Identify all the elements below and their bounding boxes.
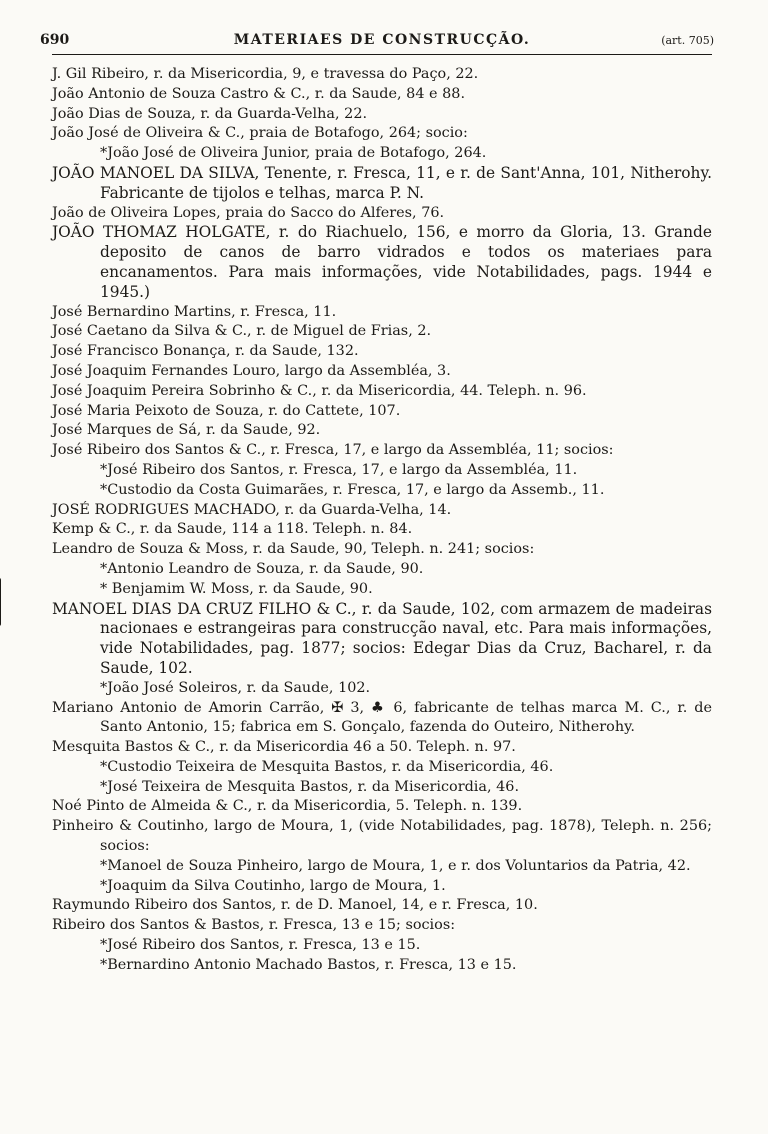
- page-header: [40, 28, 714, 55]
- directory-entries: [52, 65, 712, 976]
- list-item: *João José de Oliveira Junior, praia de Botafogo, 264.: [100, 145, 487, 162]
- list-item: José Marques de Sá, r. da Saude, 92.: [52, 422, 321, 439]
- list-item: Raymundo Ribeiro dos Santos, r. de D. Manoel, 14, e r. Fresca, 10.: [52, 897, 538, 914]
- list-item: José Bernardino Martins, r. Fresca, 11.: [52, 303, 337, 320]
- list-item: *José Teixeira de Mesquita Bastos, r. da Misericordia, 46.: [100, 778, 520, 795]
- list-item: *Custodio Teixeira de Mesquita Bastos, r. da Misericordia, 46.: [100, 758, 554, 775]
- list-item: José Joaquim Fernandes Louro, largo da Assembléa, 3.: [52, 362, 451, 379]
- list-item: *José Ribeiro dos Santos, r. Fresca, 13 e 15.: [100, 937, 421, 954]
- page-number: 690: [40, 32, 70, 48]
- list-item: MANOEL DIAS DA CRUZ FILHO & C., r. da Saude, 102, com armazem de madeiras nacionaes e estrangeiras para construcção naval, etc. Para mais informações, vide Notabilidades, pag. 1877; socios: Edegar Dias da Cruz, Bacharel, r. da Saude, 102.: [52, 599, 712, 677]
- list-item: José Joaquim Pereira Sobrinho & C., r. da Misericordia, 44. Teleph. n. 96.: [52, 382, 587, 399]
- list-item: João Antonio de Souza Castro & C., r. da Saude, 84 e 88.: [52, 85, 466, 102]
- list-item: *José Ribeiro dos Santos, r. Fresca, 17, e largo da Assembléa, 11.: [100, 461, 578, 478]
- list-item: Ribeiro dos Santos & Bastos, r. Fresca, 13 e 15; socios:: [52, 917, 456, 934]
- list-item: JOSÉ RODRIGUES MACHADO, r. da Guarda-Velha, 14.: [52, 501, 452, 518]
- list-item: * Benjamim W. Moss, r. da Saude, 90.: [100, 580, 373, 597]
- list-item: JOÃO THOMAZ HOLGATE, r. do Riachuelo, 156, e morro da Gloria, 13. Grande deposito de canos de barro vidrados e todos os materiaes para encanamentos. Para mais informações, vide Notabilidades, pags. 1944 e 1945.): [52, 223, 712, 301]
- list-item: José Ribeiro dos Santos & C., r. Fresca, 17, e largo da Assembléa, 11; socios:: [52, 442, 614, 459]
- list-item: *João José Soleiros, r. da Saude, 102.: [100, 679, 371, 696]
- list-item: *Custodio da Costa Guimarães, r. Fresca, 17, e largo da Assemb., 11.: [100, 481, 605, 498]
- list-item: Pinheiro & Coutinho, largo de Moura, 1, (vide Notabilidades, pag. 1878), Teleph. n. 256; socios:: [52, 818, 712, 855]
- list-item: Mariano Antonio de Amorin Carrão, ✠ 3, ♣ 6, fabricante de telhas marca M. C., r. de Santo Antonio, 15; fabrica em S. Gonçalo, fazenda do Outeiro, Nitherohy.: [52, 699, 712, 736]
- article-reference: (art. 705): [661, 34, 714, 47]
- list-item: *Bernardino Antonio Machado Bastos, r. Fresca, 13 e 15.: [100, 956, 517, 973]
- page-title: MATERIAES DE CONSTRUCÇÃO.: [233, 32, 531, 48]
- list-item: Mesquita Bastos & C., r. da Misericordia 46 a 50. Teleph. n. 97.: [52, 739, 516, 756]
- list-item: João Dias de Souza, r. da Guarda-Velha, 22.: [52, 105, 368, 122]
- list-item: Kemp & C., r. da Saude, 114 a 118. Teleph. n. 84.: [52, 521, 413, 538]
- list-item: *Antonio Leandro de Souza, r. da Saude, 90.: [100, 560, 424, 577]
- list-item: José Maria Peixoto de Souza, r. do Cattete, 107.: [52, 402, 401, 419]
- list-item: *Joaquim da Silva Coutinho, largo de Moura, 1.: [100, 877, 446, 894]
- list-item: João de Oliveira Lopes, praia do Sacco do Alferes, 76.: [52, 204, 445, 221]
- list-item: J. Gil Ribeiro, r. da Misericordia, 9, e travessa do Paço, 22.: [52, 66, 479, 82]
- list-item: José Caetano da Silva & C., r. de Miguel de Frias, 2.: [52, 323, 432, 340]
- list-item: JOÃO MANOEL DA SILVA, Tenente, r. Fresca, 11, e r. de Sant'Anna, 101, Nitherohy. Fabricante de tijolos e telhas, marca P. N.: [52, 163, 712, 202]
- list-item: Leandro de Souza & Moss, r. da Saude, 90, Teleph. n. 241; socios:: [52, 541, 535, 558]
- list-item: José Francisco Bonança, r. da Saude, 132.: [52, 343, 359, 360]
- list-item: João José de Oliveira & C., praia de Botafogo, 264; socio:: [52, 125, 468, 142]
- book-page: [40, 28, 714, 976]
- margin-ink-mark: [0, 578, 1, 626]
- list-item: Noé Pinto de Almeida & C., r. da Misericordia, 5. Teleph. n. 139.: [52, 798, 523, 815]
- list-item: *Manoel de Souza Pinheiro, largo de Moura, 1, e r. dos Voluntarios da Patria, 42.: [100, 857, 691, 874]
